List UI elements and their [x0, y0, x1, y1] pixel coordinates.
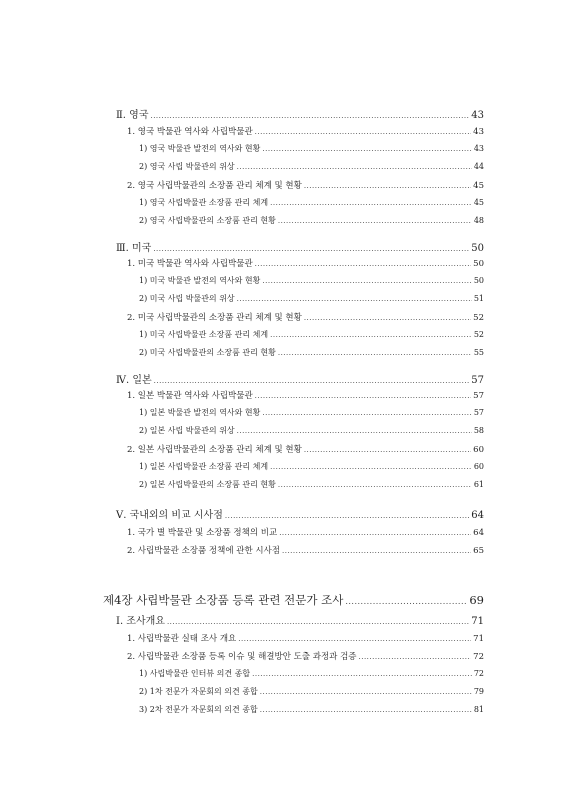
toc-entry-item[interactable] — [139, 329, 484, 340]
toc-entry-page-number: 64 — [473, 528, 484, 538]
dot-leader — [304, 446, 471, 454]
dot-leader — [237, 295, 472, 303]
toc-entry-page-number: 50 — [473, 259, 484, 269]
toc-entry-title: 1. 일본 박물관 역사와 사립박물관 — [127, 391, 253, 401]
dot-leader — [237, 163, 472, 171]
toc-entry-page-number: 64 — [471, 510, 484, 521]
toc-entry-item[interactable] — [139, 347, 484, 358]
dot-leader — [260, 706, 472, 714]
toc-entry-sub[interactable] — [127, 544, 484, 556]
toc-entry-page-number: 58 — [473, 426, 484, 435]
dot-leader — [270, 463, 472, 471]
toc-entry-title: 1) 미국 사립박물관 소장품 관리 체계 — [139, 330, 269, 339]
toc-entry-item[interactable] — [139, 161, 484, 172]
toc-entry-item[interactable] — [139, 686, 484, 697]
dot-leader — [154, 377, 470, 385]
toc-entry-item[interactable] — [139, 293, 484, 304]
dot-leader — [304, 314, 471, 322]
toc-entry-sub[interactable] — [127, 526, 484, 538]
toc-entry-title: 1) 사립박물관 인터뷰 의견 종합 — [139, 669, 251, 678]
toc-entry-title: 2. 일본 사립박물관의 소장품 관리 체계 및 현황 — [127, 445, 302, 455]
toc-entry-sec[interactable] — [116, 371, 484, 386]
toc-entry-item[interactable] — [139, 197, 484, 208]
toc-entry-page-number: 44 — [473, 162, 484, 171]
toc-entry-page-number: 69 — [469, 593, 484, 607]
toc-entry-item[interactable] — [139, 461, 484, 472]
toc-entry-title: 1) 일본 박물관 발전의 역사와 현황 — [139, 408, 261, 417]
toc-entry-title: 2) 미국 사립 박물관의 위상 — [139, 294, 235, 303]
dot-leader — [262, 277, 471, 285]
toc-entry-title: 2) 미국 사립박물관의 소장품 관리 현황 — [139, 348, 276, 357]
dot-leader — [278, 481, 472, 489]
dot-leader — [252, 670, 472, 678]
dot-leader — [278, 349, 472, 357]
dot-leader — [255, 128, 472, 136]
toc-entry-item[interactable] — [139, 143, 484, 154]
toc-entry-page-number: 48 — [473, 216, 484, 225]
toc-entry-chap[interactable] — [103, 592, 484, 608]
toc-entry-title: Ⅱ. 영국 — [116, 110, 149, 121]
toc-entry-sub[interactable] — [127, 389, 484, 401]
dot-leader — [270, 199, 472, 207]
toc-entry-page-number: 60 — [473, 445, 484, 455]
toc-entry-page-number: 45 — [473, 198, 484, 207]
dot-leader — [150, 112, 469, 120]
toc-entry-page-number: 43 — [471, 110, 484, 121]
toc-entry-title: 2) 영국 사립 박물관의 위상 — [139, 162, 235, 171]
dot-leader — [278, 217, 472, 225]
toc-entry-page-number: 61 — [473, 480, 484, 489]
dot-leader — [279, 529, 471, 537]
toc-entry-page-number: 52 — [473, 313, 484, 323]
toc-entry-title: 2. 사립박물관 소장품 등록 이슈 및 해결방안 도출 과정과 검증 — [127, 652, 357, 662]
toc-entry-title: 1. 미국 박물관 역사와 사립박물관 — [127, 259, 253, 269]
toc-entry-page-number: 43 — [473, 127, 484, 137]
toc-entry-title: 1) 영국 사립박물관 소장품 관리 체계 — [139, 198, 269, 207]
dot-leader — [225, 512, 469, 520]
toc-entry-sub[interactable] — [127, 125, 484, 137]
toc-entry-sec[interactable] — [116, 239, 484, 254]
toc-entry-title: 2. 미국 사립박물관의 소장품 관리 체계 및 현황 — [127, 313, 302, 323]
toc-entry-page-number: 81 — [473, 705, 484, 714]
toc-entry-title: 1. 영국 박물관 역사와 사립박물관 — [127, 127, 253, 137]
dot-leader — [270, 331, 472, 339]
dot-leader — [237, 427, 472, 435]
toc-entry-page-number: 55 — [473, 348, 484, 357]
dot-leader — [238, 635, 471, 643]
toc-entry-page-number: 72 — [473, 669, 484, 678]
dot-leader — [304, 182, 471, 190]
toc-entry-title: Ⅲ. 미국 — [116, 243, 152, 254]
toc-entry-sub[interactable] — [127, 179, 484, 191]
toc-entry-title: 1. 사립박물관 실태 조사 개요 — [127, 634, 237, 644]
toc-entry-title: Ⅴ. 국내외의 비교 시사점 — [116, 510, 223, 521]
toc-entry-title: 1. 국가 별 박물관 및 소장품 정책의 비교 — [127, 528, 278, 538]
dot-leader — [167, 618, 469, 626]
toc-entry-page-number: 45 — [473, 181, 484, 191]
toc-entry-page-number: 43 — [473, 144, 484, 153]
toc-entry-page-number: 79 — [473, 687, 484, 696]
toc-entry-title: 2) 일본 사립박물관의 소장품 관리 현황 — [139, 480, 276, 489]
toc-entry-title: 2) 영국 사립박물관의 소장품 관리 현황 — [139, 216, 276, 225]
dot-leader — [153, 245, 469, 253]
toc-entry-page-number: 52 — [473, 330, 484, 339]
toc-entry-item[interactable] — [139, 215, 484, 226]
toc-entry-title: Ⅰ. 조사개요 — [116, 616, 165, 627]
toc-entry-sec[interactable] — [116, 506, 484, 521]
toc-entry-page-number: 57 — [473, 408, 484, 417]
toc-entry-title: 제4장 사립박물관 소장품 등록 관련 전문가 조사 — [103, 593, 344, 607]
toc-entry-title: 2. 사립박물관 소장품 정책에 관한 시사점 — [127, 546, 280, 556]
toc-entry-page-number: 60 — [473, 462, 484, 471]
toc-entry-page-number: 57 — [473, 391, 484, 401]
toc-entry-sub[interactable] — [127, 311, 484, 323]
dot-leader — [255, 260, 472, 268]
dot-leader — [345, 597, 467, 606]
toc-entry-title: 1) 미국 박물관 발전의 역사와 현황 — [139, 276, 261, 285]
toc-entry-page-number: 71 — [471, 616, 484, 627]
dot-leader — [255, 392, 472, 400]
toc-entry-sub[interactable] — [127, 257, 484, 269]
toc-entry-title: 1) 영국 박물관 발전의 역사와 현황 — [139, 144, 261, 153]
toc-entry-page-number: 65 — [473, 546, 484, 556]
toc-entry-title: 2) 1차 전문가 자문회의 의견 종합 — [139, 687, 258, 696]
toc-entry-page-number: 57 — [471, 375, 484, 386]
toc-entry-item[interactable] — [139, 668, 484, 679]
toc-entry-sec[interactable] — [116, 106, 484, 121]
dot-leader — [262, 145, 471, 153]
toc-entry-title: Ⅳ. 일본 — [116, 375, 152, 386]
toc-entry-page-number: 50 — [473, 276, 484, 285]
toc-entry-title: 3) 2차 전문가 자문회의 의견 종합 — [139, 705, 258, 714]
toc-entry-title: 2) 일본 사립 박물관의 위상 — [139, 426, 235, 435]
toc-entry-sub[interactable] — [127, 632, 484, 644]
toc-entry-item[interactable] — [139, 407, 484, 418]
toc-entry-item[interactable] — [139, 479, 484, 490]
dot-leader — [260, 688, 472, 696]
toc-entry-item[interactable] — [139, 704, 484, 715]
toc-entry-sub[interactable] — [127, 650, 484, 662]
dot-leader — [262, 409, 471, 417]
toc-entry-page-number: 51 — [473, 294, 484, 303]
toc-entry-item[interactable] — [139, 425, 484, 436]
toc-entry-title: 1) 일본 사립박물관 소장품 관리 체계 — [139, 462, 269, 471]
toc-entry-sec[interactable] — [116, 612, 484, 627]
toc-entry-sub[interactable] — [127, 443, 484, 455]
toc-entry-title: 2. 영국 사립박물관의 소장품 관리 체계 및 현황 — [127, 181, 302, 191]
toc-entry-page-number: 72 — [473, 652, 484, 662]
toc-entry-page-number: 71 — [473, 634, 484, 644]
dot-leader — [282, 547, 471, 555]
toc-entry-page-number: 50 — [471, 243, 484, 254]
dot-leader — [359, 653, 472, 661]
toc-entry-item[interactable] — [139, 275, 484, 286]
